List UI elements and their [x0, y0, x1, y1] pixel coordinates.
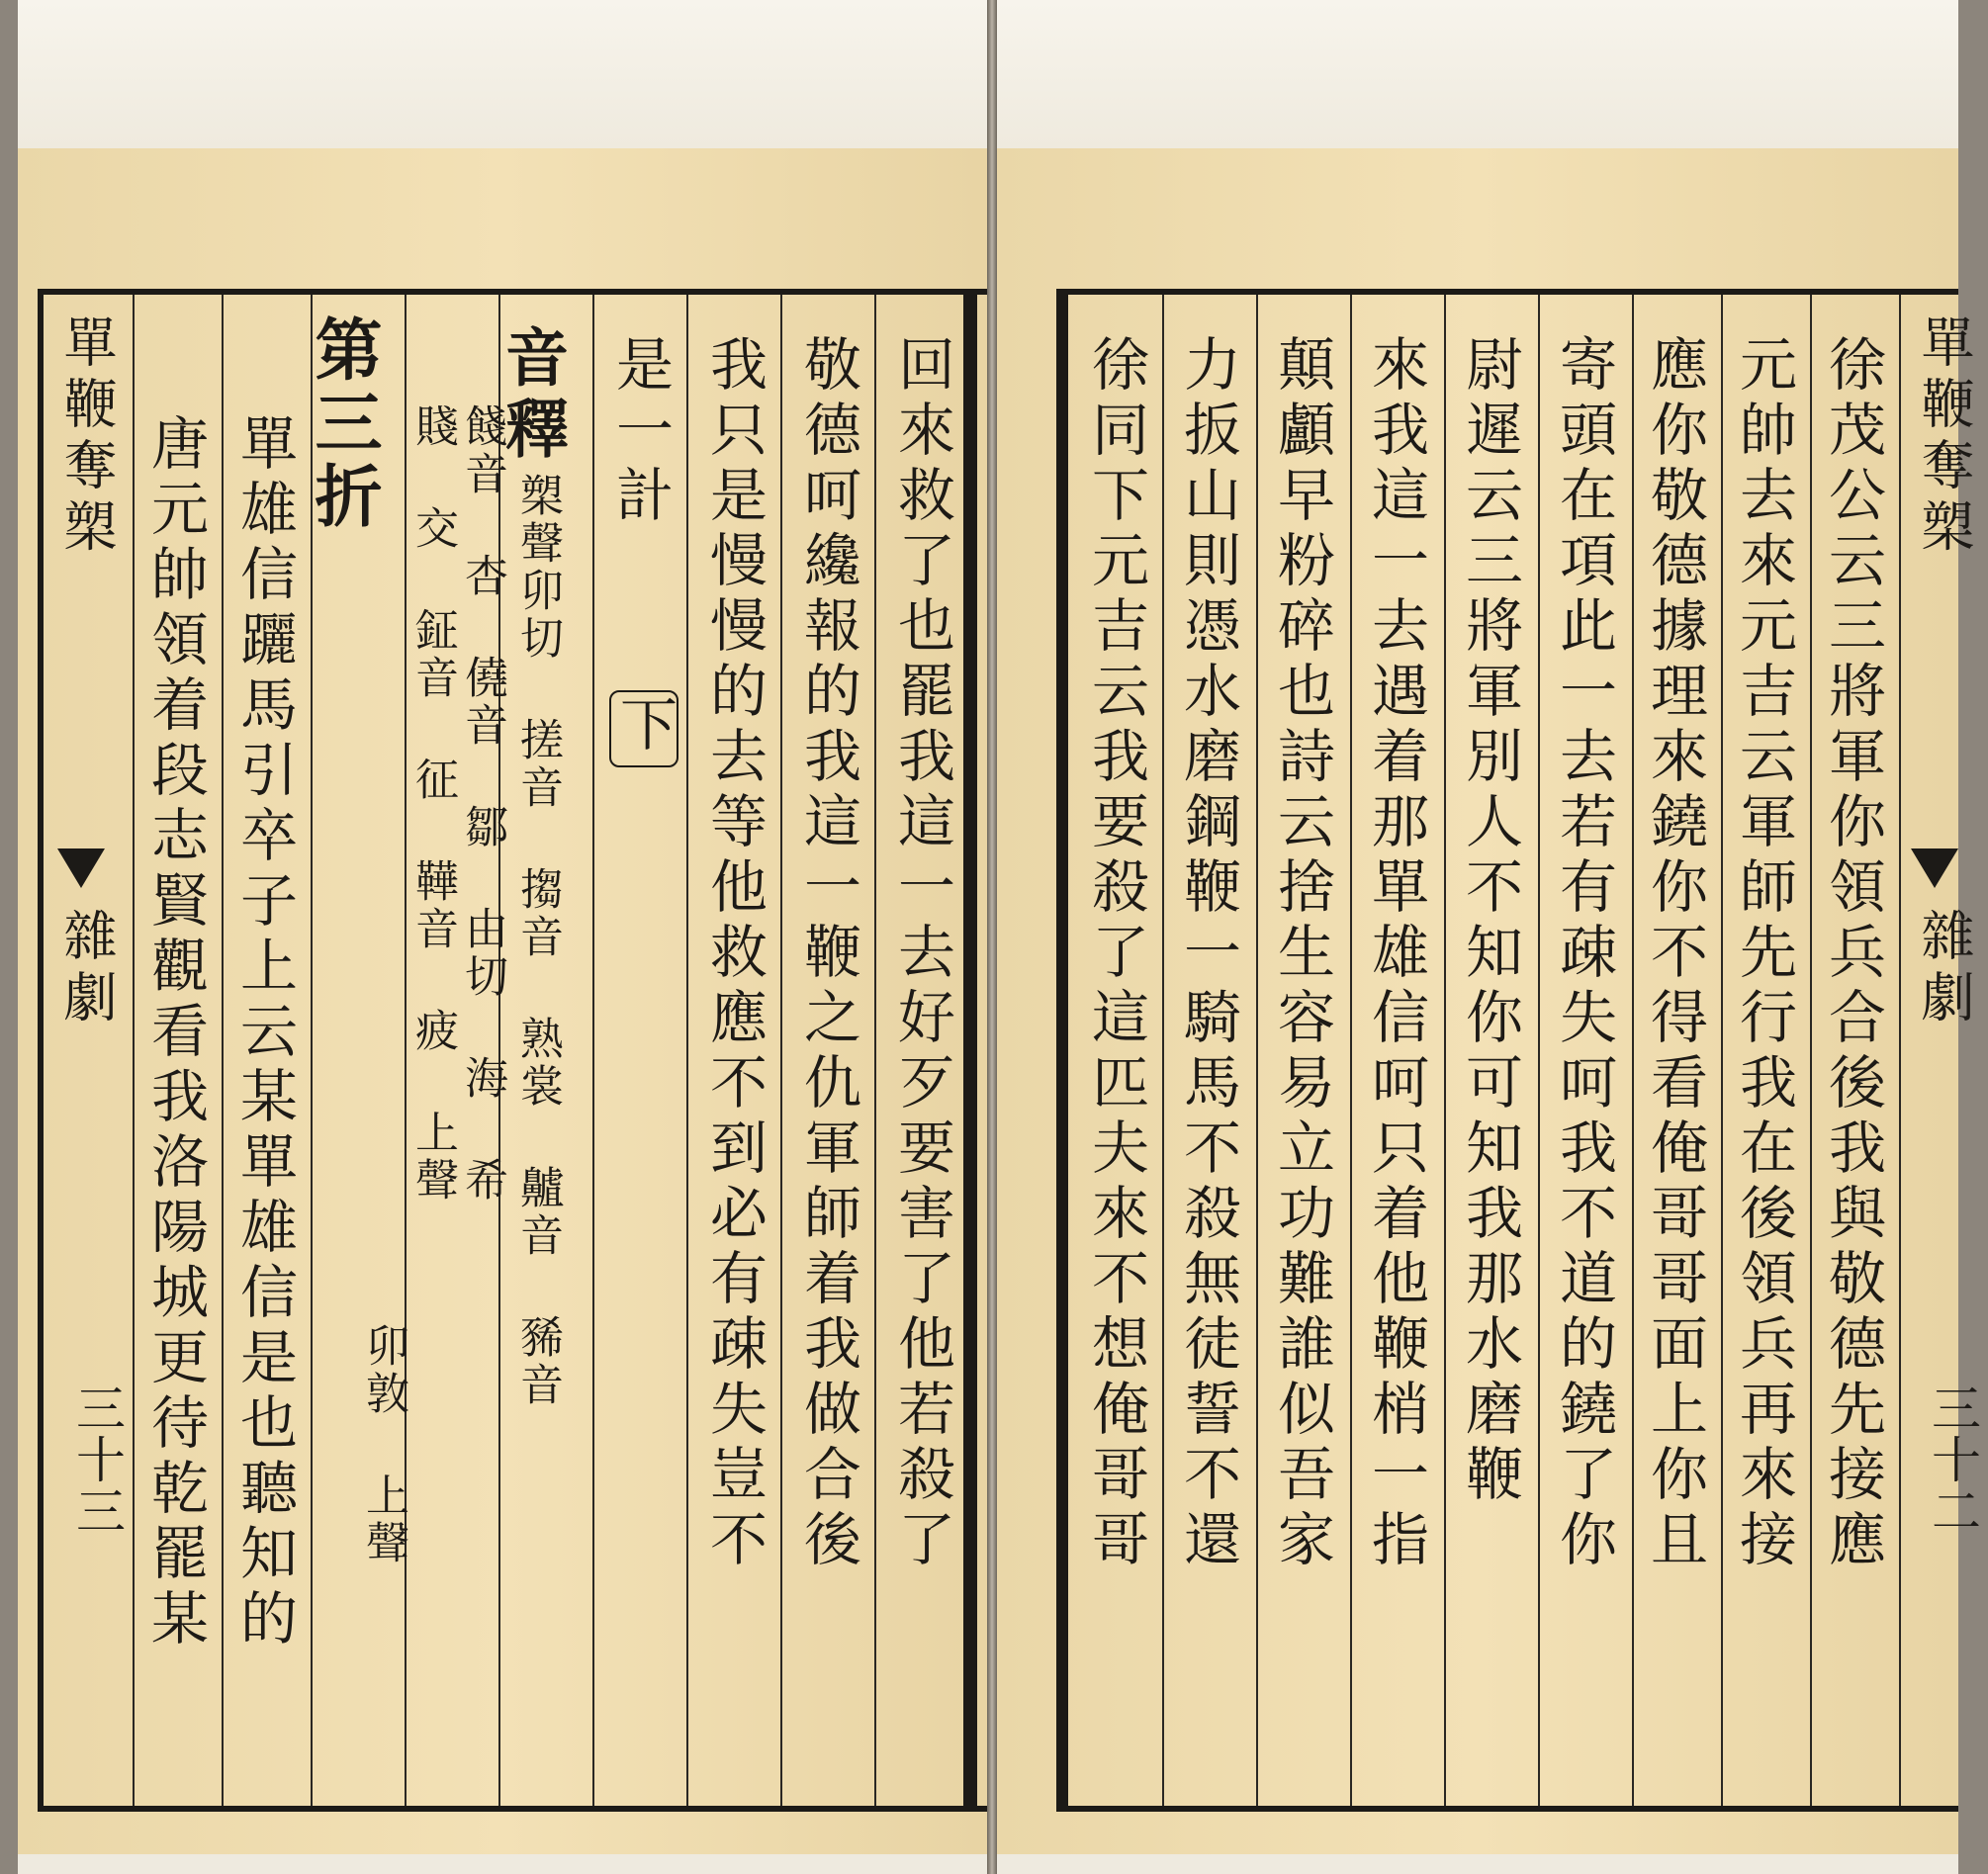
- top-paper-strip: [18, 0, 987, 148]
- text-column: 顛顱早粉碎也詩云捨生容易立功難誰似吾家: [1268, 334, 1335, 1574]
- fold-mark-icon: [1911, 848, 1958, 888]
- margin-section: 雜劇: [55, 908, 118, 1030]
- yinshi-column: 餞音 杏 僥音 鄒 由切 海 希: [457, 403, 507, 1205]
- column-rule: [1256, 295, 1258, 1806]
- right-page: [997, 0, 1981, 1874]
- text-column: 我只是慢慢的去等他救應不到必有疎失豈不: [700, 334, 768, 1574]
- column-rule: [1810, 295, 1812, 1806]
- page-number: 三十二: [1924, 1383, 1981, 1537]
- fold-mark-icon: [57, 848, 105, 888]
- yinshi-column: 賤 交 鉦音 征 鞾音 疲 上聲: [407, 403, 458, 1205]
- text-column: 是一計: [606, 334, 674, 530]
- text-column: 寄頭在項此一去若有疎失呵我不道的鐃了你: [1550, 334, 1617, 1574]
- text-column: 尉遲云三將軍別人不知你可知我那水磨鞭: [1456, 334, 1523, 1509]
- text-frame: [1056, 289, 1981, 1812]
- text-column: 單雄信躧馬引卒子上云某單雄信是也聽知的: [230, 413, 298, 1653]
- column-rule: [963, 295, 977, 1806]
- act-heading: 第三折: [304, 314, 383, 534]
- text-column: 力扳山則憑水磨鋼鞭一騎馬不殺無徒誓不還: [1174, 334, 1241, 1574]
- column-rule: [780, 295, 782, 1806]
- column-rule: [133, 295, 135, 1806]
- bottom-paper-strip: [997, 1854, 1958, 1874]
- yinshi-column: 槊聲卯切 搓音 搊音 熟裳 齇音 豨音: [512, 473, 563, 1409]
- margin-section: 雜劇: [1913, 908, 1975, 1030]
- column-rule: [222, 295, 224, 1806]
- column-rule: [686, 295, 688, 1806]
- text-frame: [38, 289, 987, 1812]
- text-column: 徐茂公云三將軍你領兵合後我與敬德先接應: [1819, 334, 1886, 1574]
- column-rule: [1444, 295, 1446, 1806]
- text-column: 唐元帥領着段志賢觀看我洛陽城更待乾罷某: [141, 413, 209, 1653]
- text-column: 應你敬德據理來鐃你不得看俺哥哥面上你且: [1641, 334, 1708, 1574]
- text-column: 來我這一去遇着那單雄信呵只着他鞭梢一指: [1362, 334, 1429, 1574]
- yinshi-label: 音釋: [495, 324, 569, 467]
- page-number: 三十三: [68, 1383, 126, 1537]
- text-column: 回來救了也罷我這一去好歹要害了他若殺了: [888, 334, 955, 1574]
- text-column: 元帥去來元吉云軍師先行我在後領兵再來接: [1730, 334, 1797, 1574]
- margin-title: 單鞭奪槊: [1913, 314, 1975, 560]
- text-column: 敬德呵纔報的我這一鞭之仇軍師着我做合後: [794, 334, 861, 1574]
- left-page: [18, 0, 987, 1874]
- column-rule: [1632, 295, 1634, 1806]
- stage-direction-exit: 下: [609, 690, 678, 767]
- column-rule: [1162, 295, 1164, 1806]
- text-column: 徐同下元吉云我要殺了這匹夫來不想俺哥哥: [1082, 334, 1149, 1574]
- open-book: [18, 0, 1981, 1874]
- yinshi-column: 卯敦 上聲: [358, 1323, 408, 1567]
- column-rule: [1350, 295, 1352, 1806]
- column-rule: [874, 295, 876, 1806]
- margin-title: 單鞭奪槊: [55, 314, 118, 560]
- top-paper-strip: [997, 0, 1958, 148]
- column-rule: [592, 295, 594, 1806]
- book-spine: [987, 0, 997, 1874]
- column-rule: [1899, 295, 1901, 1806]
- column-rule: [1538, 295, 1540, 1806]
- column-rule: [1721, 295, 1723, 1806]
- bottom-paper-strip: [18, 1854, 987, 1874]
